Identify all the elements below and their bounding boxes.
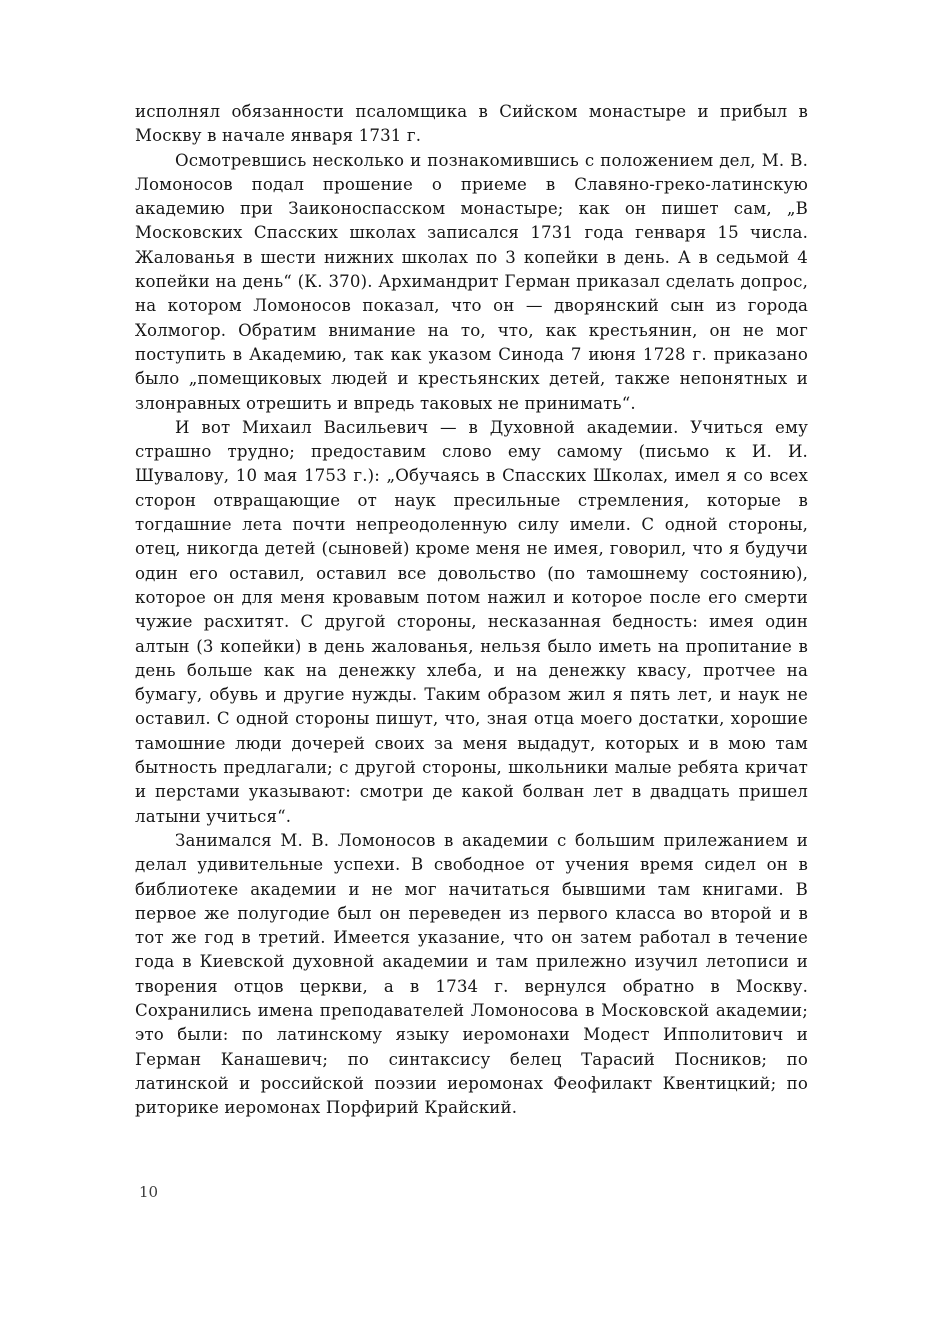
paragraph-petition: Осмотревшись несколько и познакомившись с положением дел, М. В. Ломоносов подал прошение о приеме в Славяно-греко-латинскую академию при Заиконоспасском монастыре; как он пишет сам, „В Московских Спасских школах записался 1731 года генваря 15 числа. Жалованья в шести нижних школах по 3 копейки в день. А в седьмой 4 копейки на день“ (К. 370). Архимандрит Герман приказал сделать допрос, на котором Ломоносов показал, что он — дворянский сын из города Холмогор. Обратим внимание на то, что, как крестьянин, он не мог поступить в Академию, так как указом Синода 7 июня 1728 г. приказано было „помещиковых людей и крестьянских детей, также непонятных и злонравных отрешить и впредь таковых не принимать“. [135, 150, 808, 413]
page-body [135, 100, 808, 1120]
paragraph-continuation: исполнял обязанности псаломщика в Сийском монастыре и прибыл в Москву в начале января 1731 г. [135, 102, 808, 146]
paragraph-letter-quote: И вот Михаил Васильевич — в Духовной академии. Учиться ему страшно трудно; предоставим слово ему самому (письмо к И. И. Шувалову, 10 мая 1753 г.): „Обучаясь в Спасских Школах, имел я со всех сторон отвращающие от наук пресильные стремления, которые в тогдашние лета почти непреодоленную силу имели. С одной стороны, отец, никогда детей (сыновей) кроме меня не имея, говорил, что я будучи один его оставил, оставил все довольство (по тамошнему состоянию), которое он для меня кровавым потом нажил и которое после его смерти чужие расхитят. С другой стороны, несказанная бедность: имея один алтын (3 копейки) в день жалованья, нельзя было иметь на пропитание в день больше как на денежку хлеба, и на денежку квасу, протчее на бумагу, обувь и другие нужды. Таким образом жил я пять лет, и наук не оставил. С одной стороны пишут, что, зная отца моего достатки, хорошие тамошние люди дочерей своих за меня выдадут, которых и в мою там бытность предлагали; с другой стороны, школьники малые ребята кричат и перстами указывают: смотри де какой болван лет в двадцать пришел латыни учиться“. [135, 417, 808, 826]
paragraph-studies: Занимался М. В. Ломоносов в академии с большим прилежанием и делал удивительные успехи. В свободное от учения время сидел он в библиотеке академии и не мог начитаться бывшими там книгами. В первое же полугодие был он переведен из первого класса во второй и в тот же год в третий. Имеется указание, что он затем работал в течение года в Киевской духовной академии и там прилежно изучил летописи и творения отцов церкви, а в 1734 г. вернулся обратно в Москву. Сохранились имена преподавателей Ломоносова в Московской академии; это были: по латинскому языку иеромонахи Модест Ипполитович и Герман Канашевич; по синтаксису белец Тарасий Посников; по латинской и российской поэзии иеромонах Феофилакт Квентицкий; по риторике иеромонах Порфирий Крайский. [135, 830, 808, 1118]
page-number: 10 [139, 1183, 159, 1201]
